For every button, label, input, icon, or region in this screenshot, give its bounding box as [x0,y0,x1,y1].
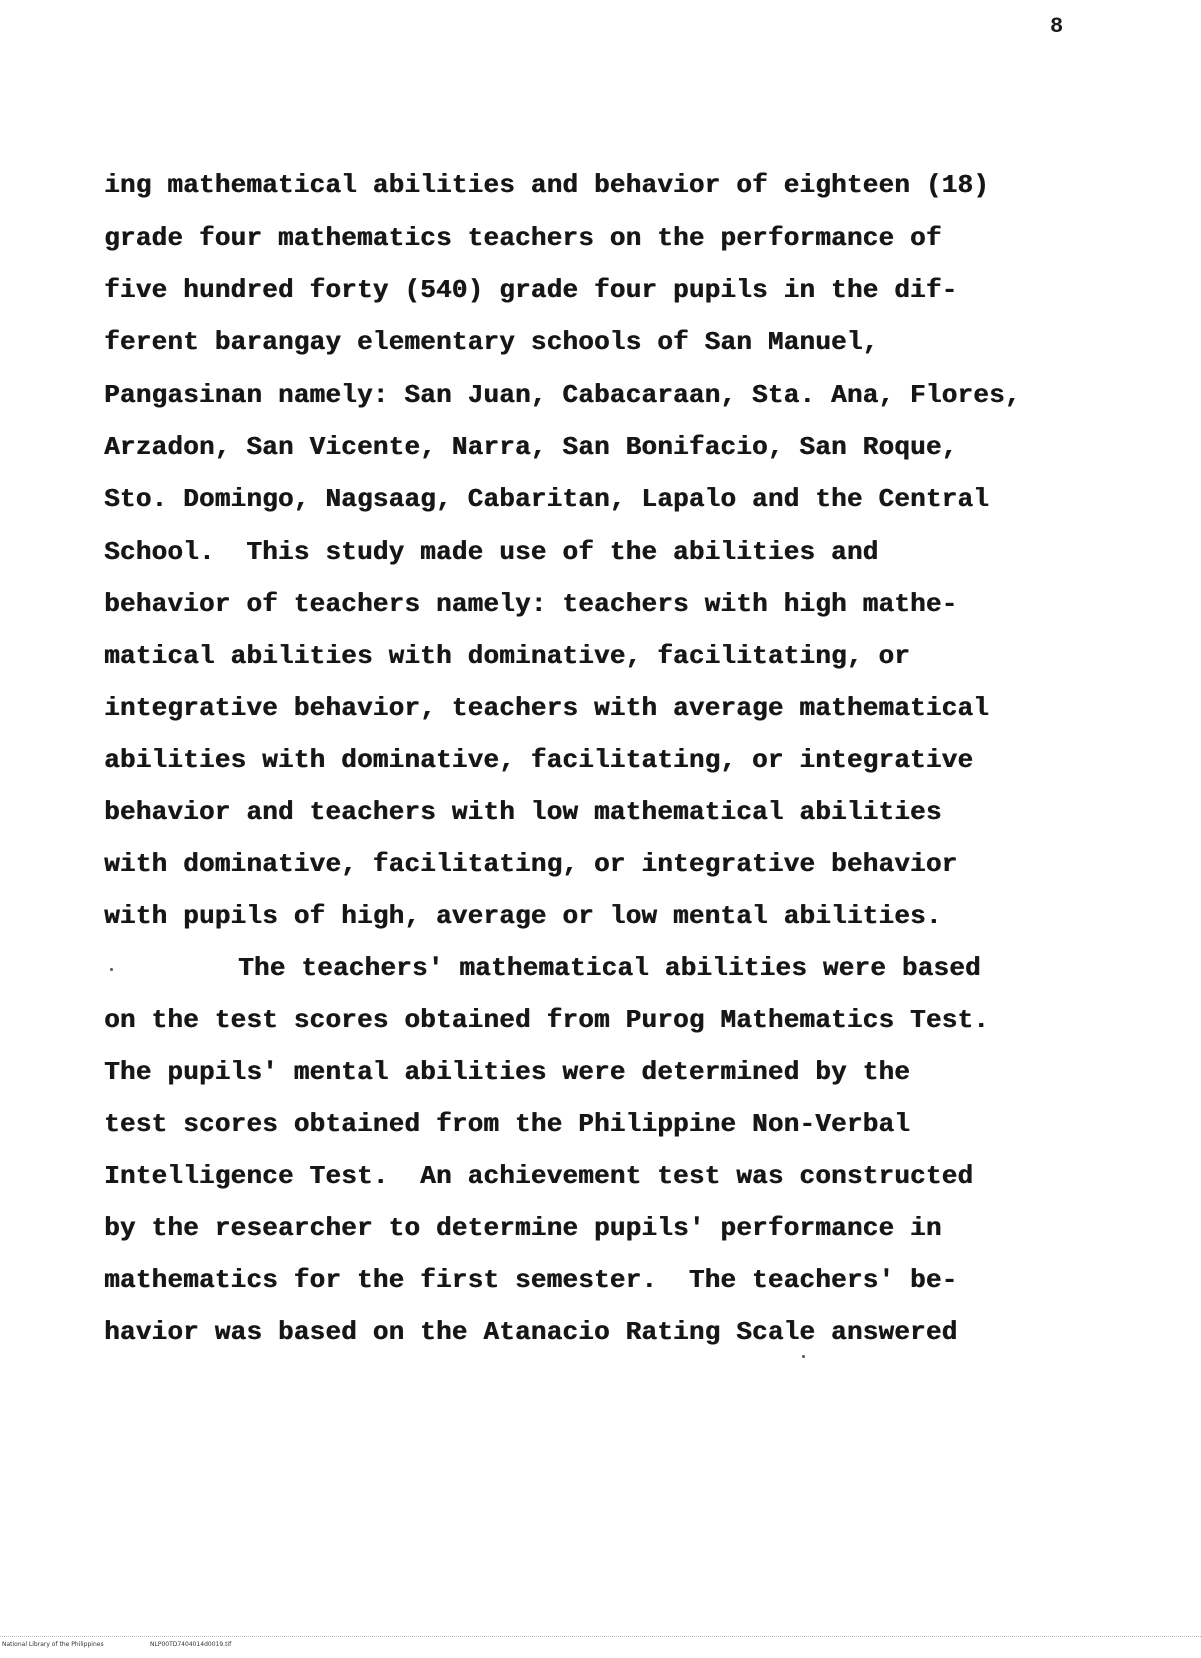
text-line: with pupils of high, average or low mental abilities. [104,901,942,931]
text-line: grade four mathematics teachers on the performance of [104,223,942,253]
text-line: havior was based on the Atanacio Rating Scale answered [104,1317,958,1347]
text-line: matical abilities with dominative, facilitating, or [104,641,910,671]
paragraph-first-line: The teachers' mathematical abilities were based [238,953,981,983]
scan-speck [802,1355,805,1358]
footer-library: National Library of the Philippines [2,1641,104,1648]
text-line: abilities with dominative, facilitating, or integrative [104,745,974,775]
text-line: with dominative, facilitating, or integrative behavior [104,849,958,879]
text-line: Intelligence Test. An achievement test was constructed [104,1161,974,1191]
text-line: School. This study made use of the abilities and [104,537,879,567]
scan-speck [110,968,113,971]
text-line: by the researcher to determine pupils' performance in [104,1213,942,1243]
text-line: five hundred forty (540) grade four pupils in the dif- [104,275,958,305]
text-line: Sto. Domingo, Nagsaag, Cabaritan, Lapalo and the Central [104,484,989,514]
text-line: integrative behavior, teachers with average mathematical [104,693,989,723]
text-line: Arzadon, San Vicente, Narra, San Bonifacio, San Roque, [104,432,958,462]
footer-file-code: NLP00TD7404014d0019.tif [150,1641,232,1648]
scan-edge-rule [0,1636,1201,1638]
text-line: behavior and teachers with low mathematical abilities [104,797,942,827]
text-line: The pupils' mental abilities were determined by the [104,1057,910,1087]
text-line: test scores obtained from the Philippine Non-Verbal [104,1109,910,1139]
page-number: 8 [1050,14,1064,39]
text-line: mathematics for the first semester. The teachers' be- [104,1265,958,1295]
text-line: ferent barangay elementary schools of San Manuel, [104,327,879,357]
text-line: behavior of teachers namely: teachers with high mathe- [104,589,958,619]
text-line: Pangasinan namely: San Juan, Cabacaraan, Sta. Ana, Flores, [104,380,1021,410]
text-line: ing mathematical abilities and behavior of eighteen (18) [104,170,989,200]
text-line: on the test scores obtained from Purog Mathematics Test. [104,1005,989,1035]
